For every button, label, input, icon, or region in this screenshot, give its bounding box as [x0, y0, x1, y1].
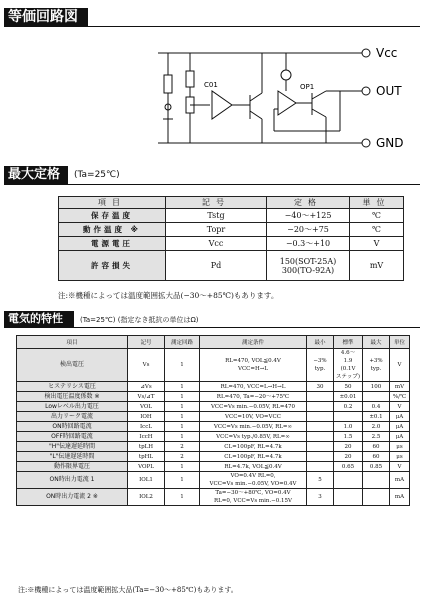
elec-max: 2.5	[363, 432, 390, 442]
elec-typ: 4.6〜 1.9 (0.1V ステップ)	[334, 349, 363, 382]
elec-item: ON時出力電流 1	[17, 472, 128, 489]
ratings-item: 許容損失	[59, 251, 166, 281]
elec-min: 5	[307, 472, 334, 489]
elec-col-cond: 測定条件	[200, 336, 307, 349]
elec-symbol: VOL	[128, 402, 165, 412]
elec-circuit: 1	[165, 382, 200, 392]
elec-typ: 0.2	[334, 402, 363, 412]
elec-unit: μs	[390, 442, 410, 452]
ratings-col-symbol: 記号	[166, 197, 267, 209]
circuit-rule	[4, 26, 420, 27]
circuit-section-title: 等価回路図	[4, 8, 88, 26]
elec-typ: 50	[334, 382, 363, 392]
elec-item: OFF時回路電流	[17, 432, 128, 442]
elec-col-unit: 単位	[390, 336, 410, 349]
ratings-col-unit: 単位	[350, 197, 404, 209]
elec-condition: RL=4.7k, VOL≦0.4V	[200, 462, 307, 472]
elec-item: 出力リーク電流	[17, 412, 128, 422]
elec-max: 60	[363, 452, 390, 462]
ratings-header-row	[59, 197, 404, 209]
ratings-col-value: 定格	[267, 197, 350, 209]
elec-typ: 1.0	[334, 422, 363, 432]
elec-circuit: 1	[165, 432, 200, 442]
elec-typ	[334, 412, 363, 422]
elec-condition: VCC=10V, VO=VCC	[200, 412, 307, 422]
elec-item: "H"伝達遅延時間	[17, 442, 128, 452]
table-row	[17, 442, 410, 452]
elec-condition: RL=470, Ta=−20〜+75℃	[200, 392, 307, 402]
elec-min: −3% typ.	[307, 349, 334, 382]
elec-circuit: 1	[165, 472, 200, 489]
ratings-symbol: Tstg	[166, 209, 267, 223]
elec-condition: VO=0.4V RL=0, VCC=Vs min.−0.05V, VO=0.4V	[200, 472, 307, 489]
ratings-unit: V	[350, 237, 404, 251]
elec-max: ±0.1	[363, 412, 390, 422]
elec-symbol: ⊿Vs	[128, 382, 165, 392]
elec-circuit: 1	[165, 392, 200, 402]
elec-min	[307, 422, 334, 432]
elec-circuit: 1	[165, 349, 200, 382]
ratings-symbol: Vcc	[166, 237, 267, 251]
elec-circuit: 1	[165, 462, 200, 472]
elec-min: 30	[307, 382, 334, 392]
table-row	[17, 392, 410, 402]
elec-circuit: 1	[165, 422, 200, 432]
elec-unit: V	[390, 402, 410, 412]
elec-unit: V	[390, 462, 410, 472]
elec-min	[307, 402, 334, 412]
elec-typ	[334, 489, 363, 506]
ratings-condition: (Ta=25℃)	[74, 170, 120, 180]
elec-symbol: IOL2	[128, 489, 165, 506]
gnd-terminal-label: GND	[376, 136, 404, 150]
elec-max: 0.85	[363, 462, 390, 472]
ratings-value: −0.3〜+10	[267, 237, 350, 251]
elec-condition: CL=100pF, RL=4.7k	[200, 452, 307, 462]
elec-typ: ±0.01	[334, 392, 363, 402]
elec-symbol: IOL1	[128, 472, 165, 489]
ratings-item: 動作温度 ※	[59, 223, 166, 237]
table-row	[17, 412, 410, 422]
elec-typ	[334, 472, 363, 489]
elec-item: 検出電圧温度係数 ※	[17, 392, 128, 402]
ratings-rule	[4, 184, 420, 185]
elec-typ: 0.65	[334, 462, 363, 472]
elec-col-min: 最小	[307, 336, 334, 349]
elec-min: 3	[307, 489, 334, 506]
elec-max: +3% typ.	[363, 349, 390, 382]
op1-label: OP1	[300, 83, 315, 91]
elec-unit: μA	[390, 412, 410, 422]
elec-unit: mA	[390, 472, 410, 489]
vcc-terminal-label: Vcc	[376, 46, 398, 60]
elec-symbol: tpLH	[128, 442, 165, 452]
elec-symbol: tpHL	[128, 452, 165, 462]
elec-min	[307, 412, 334, 422]
elec-condition: VCC=Vs min.−0.05V, RL=∞	[200, 422, 307, 432]
elec-col-circuit: 測定回路	[165, 336, 200, 349]
electrical-table	[16, 335, 410, 506]
elec-unit: μs	[390, 452, 410, 462]
ratings-value: −40〜+125	[267, 209, 350, 223]
elec-symbol: VOPL	[128, 462, 165, 472]
ratings-unit: ℃	[350, 223, 404, 237]
table-row	[17, 489, 410, 506]
elec-min	[307, 442, 334, 452]
elec-col-item: 項目	[17, 336, 128, 349]
elec-col-typ: 標準	[334, 336, 363, 349]
table-row	[17, 462, 410, 472]
elec-symbol: IccL	[128, 422, 165, 432]
elec-unit: mV	[390, 382, 410, 392]
elec-max	[363, 392, 390, 402]
table-row	[59, 223, 404, 237]
elec-circuit: 2	[165, 442, 200, 452]
table-row	[17, 472, 410, 489]
elec-typ: 20	[334, 452, 363, 462]
ratings-value: 150(SOT-25A) 300(TO-92A)	[267, 251, 350, 281]
elec-unit: μA	[390, 422, 410, 432]
ratings-unit: ℃	[350, 209, 404, 223]
elec-typ: 20	[334, 442, 363, 452]
equivalent-circuit-diagram	[150, 35, 420, 160]
electrical-rule	[4, 327, 420, 328]
elec-max: 2.0	[363, 422, 390, 432]
elec-item: Lowレベル出力電圧	[17, 402, 128, 412]
elec-condition: VCC=Vs min.−0.05V, RL=470	[200, 402, 307, 412]
elec-condition: RL=470, VCC=L→H→L	[200, 382, 307, 392]
electrical-section-title: 電気的特性	[4, 311, 74, 327]
elec-item: ON時回路電流	[17, 422, 128, 432]
elec-min	[307, 452, 334, 462]
table-row	[59, 251, 404, 281]
elec-symbol: Vs/⊿T	[128, 392, 165, 402]
elec-item: ON時出力電流 2 ※	[17, 489, 128, 506]
elec-min	[307, 432, 334, 442]
ratings-item: 電源電圧	[59, 237, 166, 251]
elec-typ: 1.5	[334, 432, 363, 442]
table-row	[17, 402, 410, 412]
elec-circuit: 1	[165, 489, 200, 506]
electrical-condition: (Ta=25℃) (指定なき抵抗の単位はΩ)	[80, 316, 199, 324]
elec-circuit: 1	[165, 402, 200, 412]
ratings-note: 注:※機種によっては温度範囲拡大品(−30〜+85℃)もあります。	[58, 291, 279, 300]
elec-max	[363, 472, 390, 489]
elec-item: 動作限界電圧	[17, 462, 128, 472]
elec-circuit: 2	[165, 452, 200, 462]
elec-max: 0.4	[363, 402, 390, 412]
elec-col-max: 最大	[363, 336, 390, 349]
electrical-header-row	[17, 336, 410, 349]
elec-unit: %/℃	[390, 392, 410, 402]
ratings-table	[58, 196, 404, 281]
out-terminal-label: OUT	[376, 84, 402, 98]
elec-condition: VCC=Vs typ./0.85V, RL=∞	[200, 432, 307, 442]
elec-condition: RL=470, VOL≦0.4V VCC=H→L	[200, 349, 307, 382]
elec-unit: V	[390, 349, 410, 382]
elec-unit: μA	[390, 432, 410, 442]
table-row	[17, 432, 410, 442]
table-row	[59, 209, 404, 223]
ratings-unit: mV	[350, 251, 404, 281]
elec-item: 検出電圧	[17, 349, 128, 382]
c01-label: C01	[204, 81, 218, 89]
table-row	[17, 349, 410, 382]
elec-item: ヒステリシス電圧	[17, 382, 128, 392]
elec-max: 100	[363, 382, 390, 392]
ratings-symbol: Pd	[166, 251, 267, 281]
elec-min	[307, 462, 334, 472]
table-row	[59, 237, 404, 251]
elec-symbol: IccH	[128, 432, 165, 442]
ratings-item: 保存温度	[59, 209, 166, 223]
elec-unit: mA	[390, 489, 410, 506]
elec-circuit: 1	[165, 412, 200, 422]
table-row	[17, 382, 410, 392]
ratings-col-item: 項目	[59, 197, 166, 209]
elec-condition: CL=100pF, RL=4.7k	[200, 442, 307, 452]
ratings-value: −20〜+75	[267, 223, 350, 237]
ratings-symbol: Topr	[166, 223, 267, 237]
elec-symbol: Vs	[128, 349, 165, 382]
electrical-note: 注:※機種によっては温度範囲拡大品(Ta=−30〜+85℃)もあります。	[18, 586, 238, 594]
elec-min	[307, 392, 334, 402]
elec-symbol: IOH	[128, 412, 165, 422]
table-row	[17, 422, 410, 432]
elec-item: "L"伝達遅延時間	[17, 452, 128, 462]
table-row	[17, 452, 410, 462]
elec-max: 60	[363, 442, 390, 452]
ratings-section-title: 最大定格	[4, 166, 68, 184]
elec-max	[363, 489, 390, 506]
elec-condition: Ta=−30〜+80℃, VO=0.4V RL=0, VCC=Vs min.−0.15V	[200, 489, 307, 506]
elec-col-symbol: 記号	[128, 336, 165, 349]
